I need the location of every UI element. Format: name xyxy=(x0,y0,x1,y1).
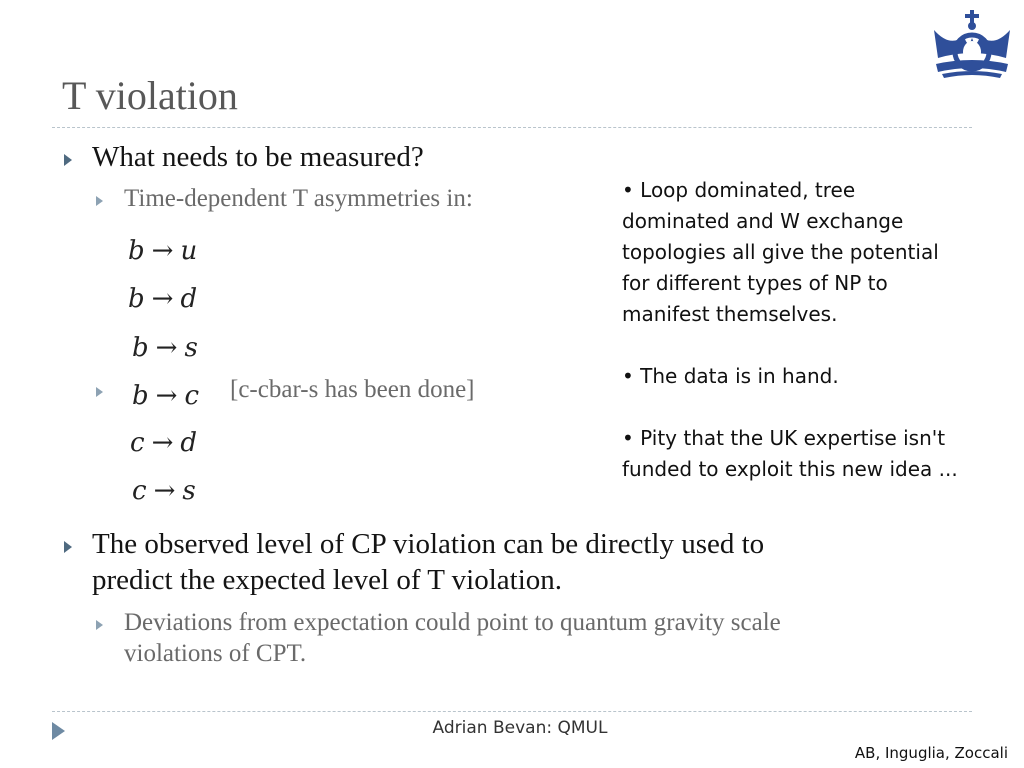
footer-divider xyxy=(52,711,972,712)
transition-b-c: b → c xyxy=(132,381,201,411)
sub-bullet-deviations: Deviations from expectation could point to quantum gravity scale xyxy=(124,609,781,636)
title-divider xyxy=(52,127,972,128)
bullet-arrow-icon xyxy=(64,154,72,166)
sub-bullet-arrow-icon xyxy=(96,620,103,630)
side-note-topologies: • Loop dominated, tree dominated and W exchange topologies all give the potential for different types of NP to manifest themselves. xyxy=(622,178,939,326)
sub-bullet-deviations-cont: violations of CPT. xyxy=(124,640,307,667)
transition-b-s: b → s xyxy=(132,333,199,363)
transition-c-d: c → d xyxy=(130,428,199,458)
bullet-arrow-icon xyxy=(64,541,72,553)
bullet-cp-violation: The observed level of CP violation can be directly used to xyxy=(92,528,765,560)
sub-bullet-arrow-icon xyxy=(96,196,103,206)
footer-author: Adrian Bevan: QMUL xyxy=(432,718,608,738)
sub-bullet-asymmetries: Time-dependent T asymmetries in: xyxy=(124,185,473,212)
ccbar-note: [c-cbar-s has been done] xyxy=(230,376,475,403)
bullet-measured: What needs to be measured? xyxy=(92,141,424,173)
side-note-data: • The data is in hand. xyxy=(622,364,839,388)
slide-title: T violation xyxy=(62,73,238,118)
transition-b-d: b → d xyxy=(128,284,199,314)
bullet-cp-violation-cont: predict the expected level of T violation. xyxy=(92,564,563,596)
credit: AB, Inguglia, Zoccali xyxy=(854,744,1008,762)
side-note-funding: • Pity that the UK expertise isn't funded to exploit this new idea ... xyxy=(622,426,958,481)
sub-bullet-arrow-icon xyxy=(96,387,103,397)
qmul-logo xyxy=(928,8,1016,80)
transition-b-u: b → u xyxy=(128,236,199,266)
transition-c-s: c → s xyxy=(132,476,197,506)
side-notes xyxy=(622,175,962,516)
